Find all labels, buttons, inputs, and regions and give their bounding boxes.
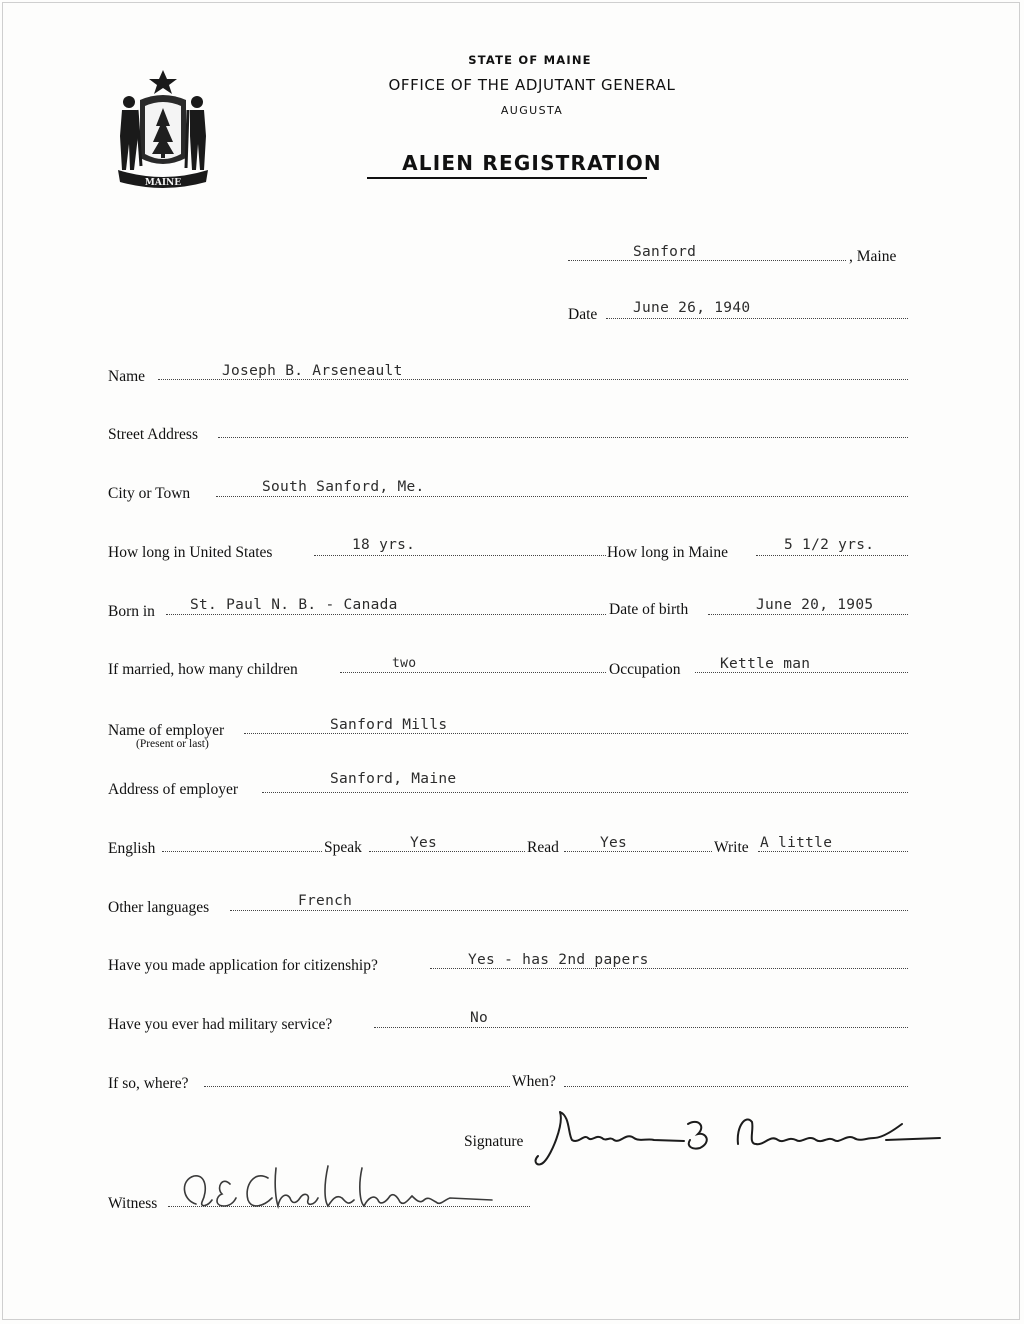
employer-sublabel: (Present or last): [136, 738, 209, 750]
military-value: No: [470, 1010, 489, 1026]
born-in-label: Born in: [108, 603, 155, 620]
employer-line: [244, 733, 908, 734]
header-city: AUGUSTA: [500, 104, 564, 117]
write-value: A little: [760, 835, 833, 851]
children-value: two: [392, 656, 417, 671]
street-label: Street Address: [108, 426, 198, 443]
place-suffix: , Maine: [849, 248, 897, 265]
date-label: Date: [568, 306, 598, 323]
where-line: [204, 1086, 510, 1087]
read-label: Read: [527, 839, 559, 856]
dob-line: [708, 614, 908, 615]
employer-address-label: Address of employer: [108, 781, 238, 798]
city-line: [216, 496, 908, 497]
read-line: [564, 851, 712, 852]
place-line: [568, 260, 846, 261]
when-label: When?: [512, 1073, 556, 1090]
where-label: If so, where?: [108, 1075, 189, 1092]
title-underline: [367, 177, 647, 179]
employer-label: Name of employer: [108, 722, 225, 739]
employer-address-value: Sanford, Maine: [330, 771, 457, 787]
occupation-label: Occupation: [609, 661, 681, 678]
other-languages-line: [230, 910, 908, 911]
date-value: June 26, 1940: [633, 300, 751, 316]
write-label: Write: [714, 839, 749, 856]
signature-handwriting: [530, 1104, 950, 1174]
occupation-value: Kettle man: [720, 656, 811, 672]
city-label: City or Town: [108, 485, 191, 502]
military-line: [374, 1027, 908, 1028]
other-languages-value: French: [298, 893, 353, 909]
citizenship-line: [430, 968, 908, 969]
other-languages-label: Other languages: [108, 899, 210, 916]
street-line: [218, 437, 908, 438]
born-in-line: [166, 614, 606, 615]
dob-value: June 20, 1905: [756, 597, 874, 613]
when-line: [564, 1086, 908, 1087]
in-maine-line: [756, 555, 908, 556]
speak-label: Speak: [324, 839, 362, 856]
children-label: If married, how many children: [108, 661, 298, 678]
dob-label: Date of birth: [609, 601, 689, 618]
witness-label: Witness: [108, 1195, 158, 1212]
employer-address-line: [262, 792, 908, 793]
citizenship-value: Yes - has 2nd papers: [468, 952, 649, 968]
english-line: [162, 851, 322, 852]
english-label: English: [108, 840, 156, 857]
in-us-line: [314, 555, 606, 556]
write-line: [758, 851, 908, 852]
speak-value: Yes: [410, 835, 438, 851]
children-line: [340, 672, 606, 673]
city-value: South Sanford, Me.: [262, 479, 425, 495]
place-value: Sanford: [633, 244, 697, 260]
date-line: [606, 318, 908, 319]
occupation-line: [695, 672, 908, 673]
name-line: [158, 379, 908, 380]
citizenship-label: Have you made application for citizenship?: [108, 957, 378, 974]
born-in-value: St. Paul N. B. - Canada: [190, 597, 398, 613]
witness-handwriting: [172, 1160, 532, 1220]
seal-text: MAINE: [144, 178, 182, 188]
name-label: Name: [108, 368, 146, 385]
in-us-value: 18 yrs.: [352, 537, 416, 553]
in-us-label: How long in United States: [108, 544, 273, 561]
form-title: ALIEN REGISTRATION: [402, 151, 662, 175]
read-value: Yes: [600, 835, 628, 851]
header-state: STATE OF MAINE: [468, 53, 592, 67]
header-office: OFFICE OF THE ADJUTANT GENERAL: [388, 76, 676, 94]
signature-label: Signature: [464, 1133, 524, 1150]
in-maine-label: How long in Maine: [607, 544, 728, 561]
employer-value: Sanford Mills: [330, 717, 448, 733]
speak-line: [369, 851, 525, 852]
in-maine-value: 5 1/2 yrs.: [784, 537, 875, 553]
name-value: Joseph B. Arseneault: [222, 363, 403, 379]
military-label: Have you ever had military service?: [108, 1016, 333, 1033]
